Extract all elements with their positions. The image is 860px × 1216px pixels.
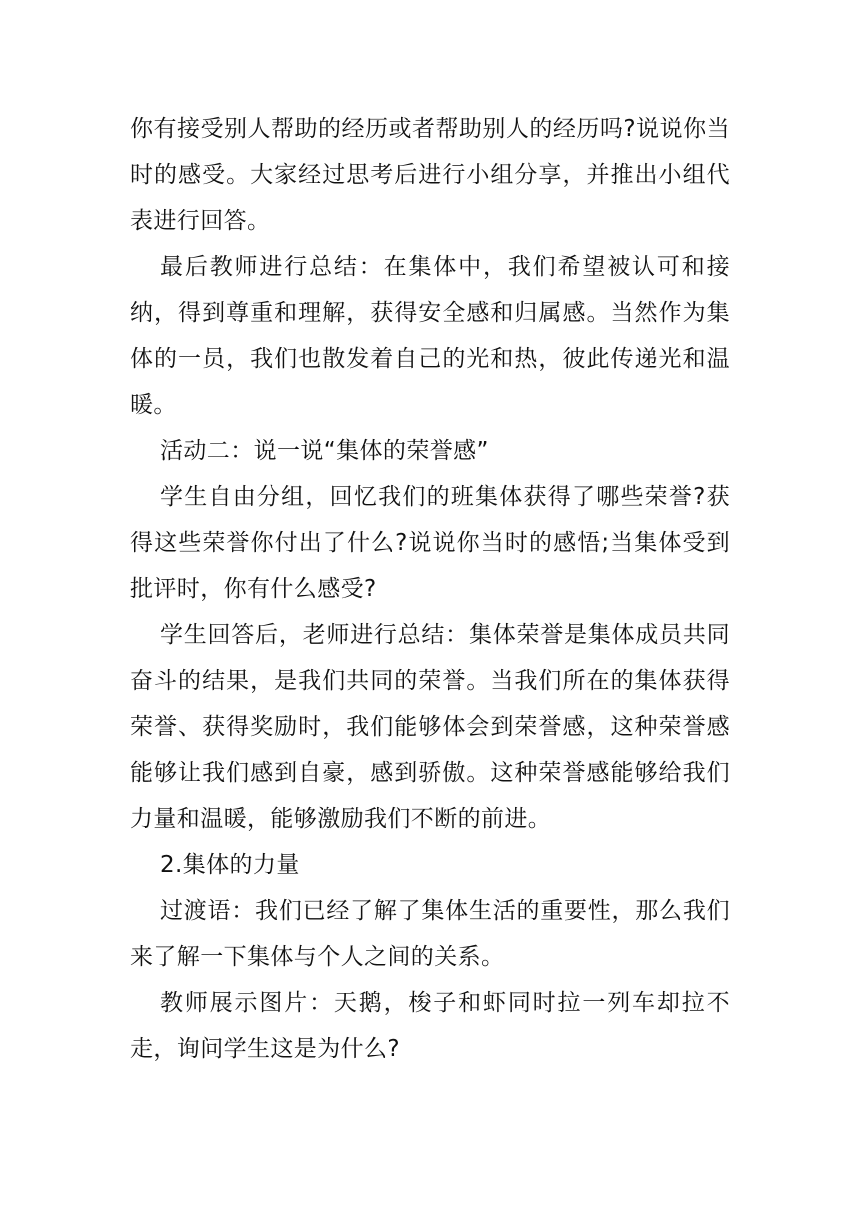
paragraph-teacher-summary-1: 最后教师进行总结：在集体中，我们希望被认可和接纳，得到尊重和理解，获得安全感和归属感。当然作为集体的一员，我们也散发着自己的光和热，彼此传递光和温暖。 xyxy=(130,254,730,418)
document-page xyxy=(130,106,730,1072)
paragraph-experience-question: 你有接受别人帮助的经历或者帮助别人的经历吗?说说你当时的感受。大家经过思考后进行小组分享，并推出小组代表进行回答。 xyxy=(130,116,730,234)
paragraph-section-heading: 2.集体的力量 xyxy=(160,852,300,878)
paragraph-teacher-image: 教师展示图片：天鹅，梭子和虾同时拉一列车却拉不走，询问学生这是为什么? xyxy=(130,990,730,1062)
paragraph-transition: 过渡语：我们已经了解了集体生活的重要性，那么我们来了解一下集体与个人之间的关系。 xyxy=(130,898,730,970)
paragraph-activity-two-heading: 活动二：说一说“集体的荣誉感” xyxy=(160,438,489,464)
paragraph-teacher-summary-2: 学生回答后，老师进行总结：集体荣誉是集体成员共同奋斗的结果，是我们共同的荣誉。当我们所在的集体获得荣誉、获得奖励时，我们能够体会到荣誉感，这种荣誉感能够让我们感到自豪，感到骄傲。这种荣誉感能够给我们力量和温暖，能够激励我们不断的前进。 xyxy=(130,622,730,832)
paragraph-group-discussion: 学生自由分组，回忆我们的班集体获得了哪些荣誉?获得这些荣誉你付出了什么?说说你当时的感悟;当集体受到批评时，你有什么感受? xyxy=(130,484,730,602)
